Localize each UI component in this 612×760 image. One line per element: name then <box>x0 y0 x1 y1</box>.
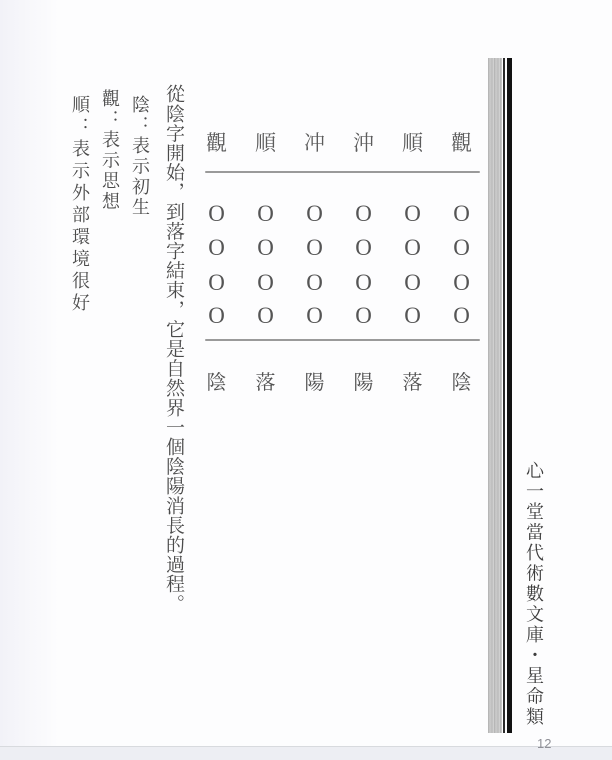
circle-glyph: O <box>404 201 421 226</box>
circle-glyph: O <box>257 201 274 226</box>
page-number: 12 <box>537 736 552 751</box>
margin-note-yin: 陰：表示初生 <box>130 95 150 218</box>
top-label: 觀 <box>206 131 227 155</box>
series-title: 心一堂當代術數文庫・星命類 <box>524 461 544 728</box>
circle-glyph: O <box>306 270 323 295</box>
diagram-circle-row <box>192 304 486 327</box>
circle-glyph: O <box>355 235 372 260</box>
circle-glyph: O <box>355 270 372 295</box>
bottom-label: 落 <box>255 372 276 394</box>
page-left-edge-shading <box>0 0 58 760</box>
circle-glyph: O <box>208 270 225 295</box>
bottom-label: 陽 <box>353 372 374 394</box>
spine-rule-thick <box>507 58 512 733</box>
circle-glyph: O <box>453 270 470 295</box>
yinyang-diagram <box>192 131 486 401</box>
circle-glyph: O <box>257 303 274 328</box>
circle-glyph: O <box>404 235 421 260</box>
top-label: 沖 <box>353 131 374 155</box>
diagram-top-labels <box>192 131 486 155</box>
top-label: 觀 <box>451 131 472 155</box>
diagram-bottom-labels <box>192 371 486 395</box>
circle-glyph: O <box>355 303 372 328</box>
circle-glyph: O <box>404 270 421 295</box>
diagram-circle-row <box>192 271 486 294</box>
circle-glyph: O <box>453 235 470 260</box>
bottom-label: 陰 <box>451 372 472 394</box>
page-edge-band <box>488 58 502 733</box>
bottom-label: 陽 <box>304 372 325 394</box>
margin-note-guan: 觀：表示思想 <box>100 89 120 212</box>
circle-glyph: O <box>208 235 225 260</box>
circle-glyph: O <box>257 235 274 260</box>
spine-rule-thin <box>503 58 505 733</box>
circle-glyph: O <box>453 303 470 328</box>
top-label: 冲 <box>304 131 325 155</box>
page-bottom-edge <box>0 746 612 760</box>
diagram-circle-row <box>192 236 486 259</box>
bottom-label: 陰 <box>206 372 227 394</box>
circle-glyph: O <box>355 201 372 226</box>
diagram-circle-row <box>192 202 486 225</box>
diagram-bottom-rule <box>205 339 480 341</box>
circle-glyph: O <box>306 235 323 260</box>
margin-note-shun: 順：表示外部環境很好 <box>70 95 90 315</box>
circle-glyph: O <box>453 201 470 226</box>
circle-glyph: O <box>208 201 225 226</box>
circle-glyph: O <box>306 303 323 328</box>
circle-glyph: O <box>404 303 421 328</box>
diagram-top-rule <box>205 171 480 173</box>
top-label: 順 <box>255 131 276 155</box>
margin-note-intro: 從陰字開始，到落字結束，它是自然界一個陰陽消長的過程。 <box>163 84 184 614</box>
bottom-label: 落 <box>402 372 423 394</box>
circle-glyph: O <box>208 303 225 328</box>
top-label: 順 <box>402 131 423 155</box>
circle-glyph: O <box>257 270 274 295</box>
circle-glyph: O <box>306 201 323 226</box>
